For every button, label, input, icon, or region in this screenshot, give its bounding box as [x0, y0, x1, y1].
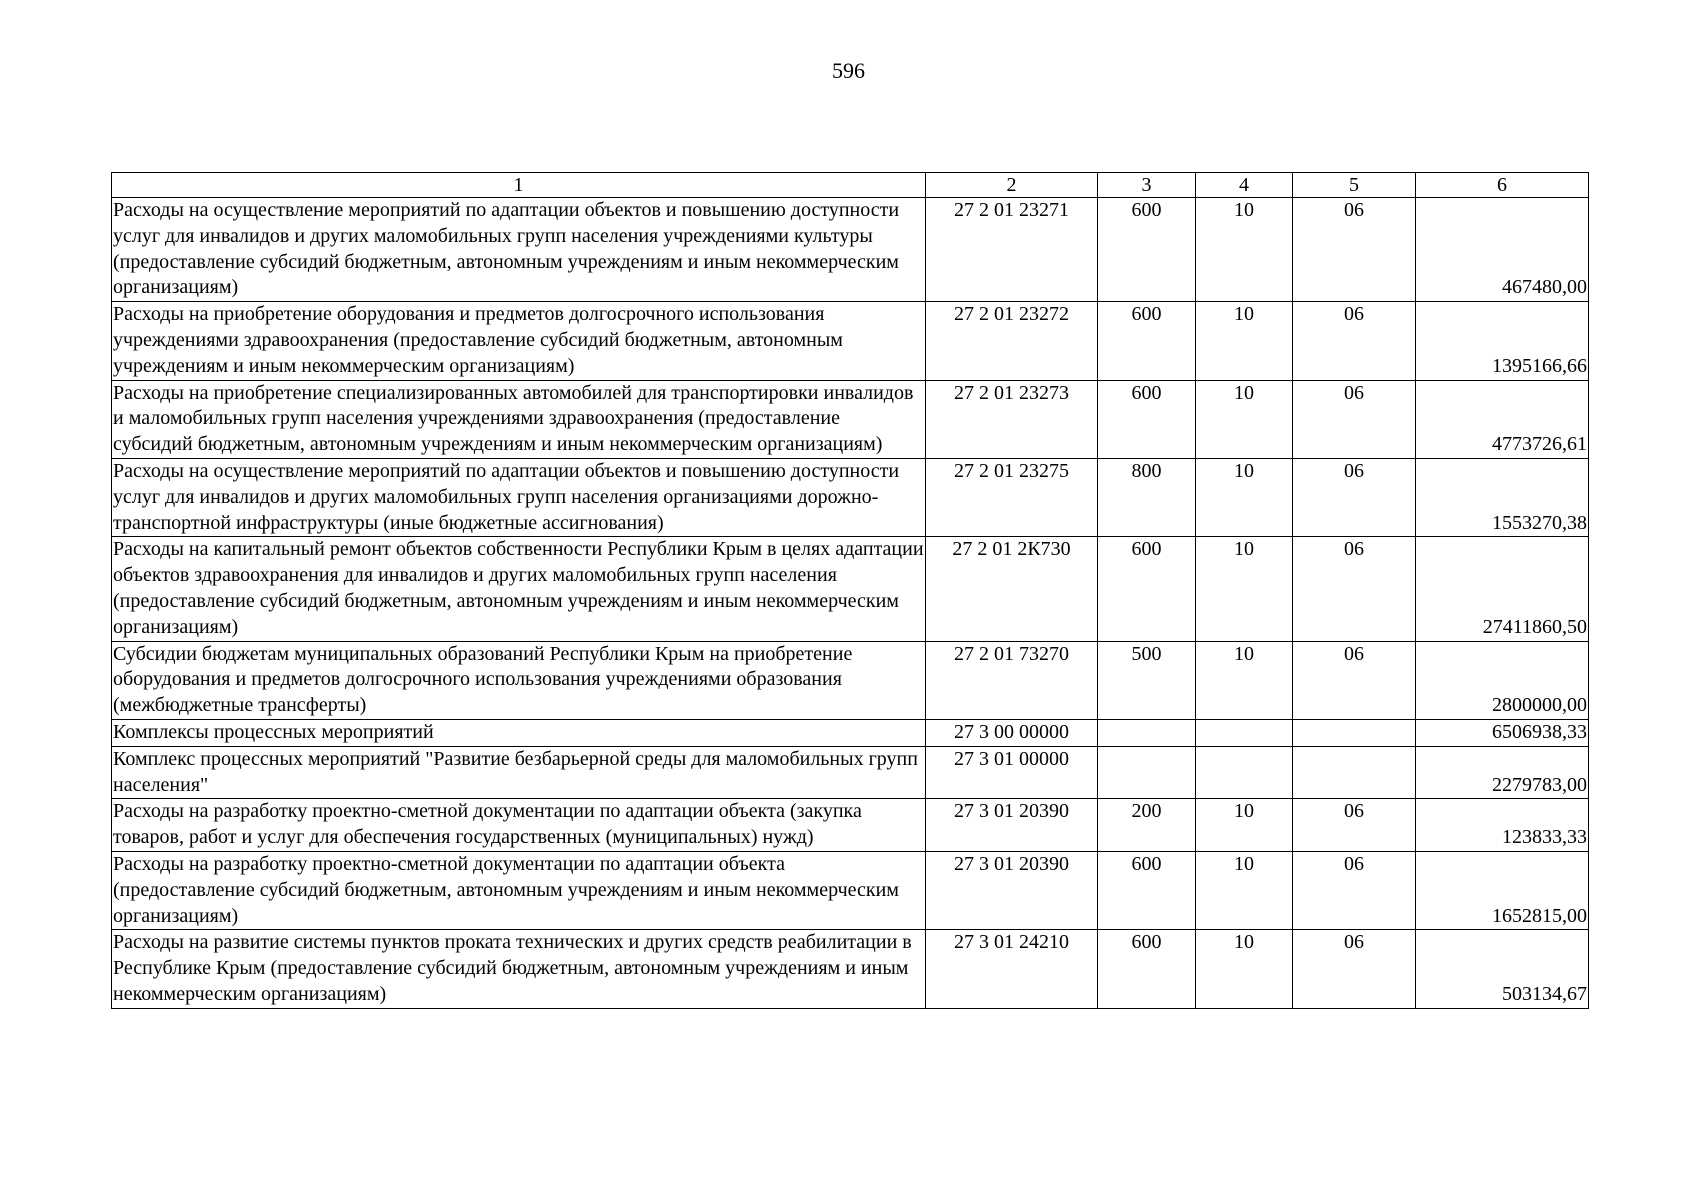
- budget-table: [111, 172, 1589, 1009]
- row-amount: 1395166,66: [1416, 302, 1589, 380]
- row-section: 10: [1196, 930, 1293, 1008]
- row-amount: 123833,33: [1416, 799, 1589, 852]
- row-section: [1196, 746, 1293, 799]
- row-subsection: 06: [1293, 537, 1416, 641]
- row-amount: 2800000,00: [1416, 641, 1589, 719]
- row-subsection: 06: [1293, 198, 1416, 302]
- table-header-row: [112, 173, 1589, 198]
- row-expense-type: 600: [1098, 930, 1196, 1008]
- row-amount: 467480,00: [1416, 198, 1589, 302]
- row-description: Субсидии бюджетам муниципальных образований Республики Крым на приобретение оборудования и предметов долгосрочного использования учреждениями образования (межбюджетные трансферты): [112, 641, 926, 719]
- row-target-code: 27 3 01 00000: [926, 746, 1098, 799]
- row-amount: 1652815,00: [1416, 851, 1589, 929]
- row-target-code: 27 2 01 73270: [926, 641, 1098, 719]
- row-expense-type: [1098, 719, 1196, 746]
- row-description: Расходы на разработку проектно-сметной документации по адаптации объекта (закупка товаров, работ и услуг для обеспечения государственных (муниципальных) нужд): [112, 799, 926, 852]
- row-target-code: 27 2 01 23271: [926, 198, 1098, 302]
- table-row: [112, 930, 1589, 1008]
- table-row: [112, 198, 1589, 302]
- row-description: Расходы на капитальный ремонт объектов собственности Республики Крым в целях адаптации объектов здравоохранения для инвалидов и других маломобильных групп населения (предоставление субсидий бюджетным, автономным учреждениям и иным некоммерческим организациям): [112, 537, 926, 641]
- row-target-code: 27 2 01 23272: [926, 302, 1098, 380]
- row-amount: 6506938,33: [1416, 719, 1589, 746]
- row-section: 10: [1196, 537, 1293, 641]
- row-target-code: 27 3 00 00000: [926, 719, 1098, 746]
- row-description: Расходы на приобретение специализированных автомобилей для транспортировки инвалидов и маломобильных групп населения учреждениями здравоохранения (предоставление субсидий бюджетным, автономным учреждениям и иным некоммерческим организациям): [112, 380, 926, 458]
- row-target-code: 27 2 01 23273: [926, 380, 1098, 458]
- header-cell: 5: [1293, 173, 1416, 198]
- row-description: Расходы на осуществление мероприятий по адаптации объектов и повышению доступности услуг для инвалидов и других маломобильных групп населения организациями дорожно-транспортной инфраструктуры (иные бюджетные ассигнования): [112, 458, 926, 536]
- row-target-code: 27 3 01 24210: [926, 930, 1098, 1008]
- row-expense-type: 600: [1098, 537, 1196, 641]
- row-subsection: 06: [1293, 302, 1416, 380]
- page-number: 596: [832, 58, 865, 83]
- table-row: [112, 746, 1589, 799]
- row-subsection: 06: [1293, 930, 1416, 1008]
- row-expense-type: 600: [1098, 198, 1196, 302]
- row-description: Комплекс процессных мероприятий "Развитие безбарьерной среды для маломобильных групп населения": [112, 746, 926, 799]
- row-expense-type: 200: [1098, 799, 1196, 852]
- table-row: [112, 851, 1589, 929]
- table-row: [112, 537, 1589, 641]
- row-target-code: 27 3 01 20390: [926, 799, 1098, 852]
- row-amount: 1553270,38: [1416, 458, 1589, 536]
- row-target-code: 27 2 01 23275: [926, 458, 1098, 536]
- row-description: Комплексы процессных мероприятий: [112, 719, 926, 746]
- header-cell: 1: [112, 173, 926, 198]
- row-section: 10: [1196, 851, 1293, 929]
- table-row: [112, 380, 1589, 458]
- table-row: [112, 641, 1589, 719]
- row-expense-type: 500: [1098, 641, 1196, 719]
- table-row: [112, 302, 1589, 380]
- header-cell: 4: [1196, 173, 1293, 198]
- row-section: 10: [1196, 302, 1293, 380]
- row-expense-type: 600: [1098, 302, 1196, 380]
- row-target-code: 27 2 01 2К730: [926, 537, 1098, 641]
- table-row: [112, 799, 1589, 852]
- row-description: Расходы на приобретение оборудования и предметов долгосрочного использования учреждениями здравоохранения (предоставление субсидий бюджетным, автономным учреждениям и иным некоммерческим организациям): [112, 302, 926, 380]
- row-amount: 2279783,00: [1416, 746, 1589, 799]
- row-section: 10: [1196, 641, 1293, 719]
- row-section: [1196, 719, 1293, 746]
- table-row: [112, 458, 1589, 536]
- row-expense-type: 600: [1098, 380, 1196, 458]
- row-expense-type: 600: [1098, 851, 1196, 929]
- header-cell: 3: [1098, 173, 1196, 198]
- row-subsection: 06: [1293, 380, 1416, 458]
- row-description: Расходы на осуществление мероприятий по адаптации объектов и повышению доступности услуг для инвалидов и других маломобильных групп населения учреждениями культуры (предоставление субсидий бюджетным, автономным учреждениям и иным некоммерческим организациям): [112, 198, 926, 302]
- row-expense-type: 800: [1098, 458, 1196, 536]
- row-amount: 503134,67: [1416, 930, 1589, 1008]
- row-subsection: 06: [1293, 641, 1416, 719]
- row-section: 10: [1196, 380, 1293, 458]
- row-section: 10: [1196, 198, 1293, 302]
- row-subsection: [1293, 719, 1416, 746]
- row-section: 10: [1196, 458, 1293, 536]
- header-cell: 2: [926, 173, 1098, 198]
- row-subsection: 06: [1293, 851, 1416, 929]
- row-description: Расходы на разработку проектно-сметной документации по адаптации объекта (предоставление субсидий бюджетным, автономным учреждениям и иным некоммерческим организациям): [112, 851, 926, 929]
- table-row: [112, 719, 1589, 746]
- row-target-code: 27 3 01 20390: [926, 851, 1098, 929]
- header-cell: 6: [1416, 173, 1589, 198]
- row-amount: 4773726,61: [1416, 380, 1589, 458]
- row-subsection: 06: [1293, 458, 1416, 536]
- row-subsection: [1293, 746, 1416, 799]
- row-subsection: 06: [1293, 799, 1416, 852]
- row-description: Расходы на развитие системы пунктов проката технических и других средств реабилитации в Республике Крым (предоставление субсидий бюджетным, автономным учреждениям и иным некоммерческим организациям): [112, 930, 926, 1008]
- row-expense-type: [1098, 746, 1196, 799]
- row-amount: 27411860,50: [1416, 537, 1589, 641]
- row-section: 10: [1196, 799, 1293, 852]
